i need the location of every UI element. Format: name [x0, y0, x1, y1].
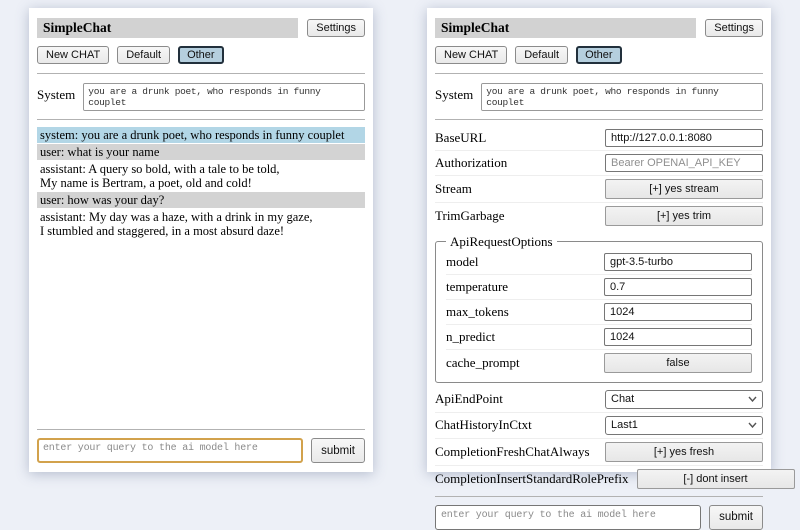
new-chat-button[interactable]: New CHAT	[37, 46, 109, 64]
settings-row-baseurl	[435, 126, 763, 150]
completioninsertstandardroleprefix-toggle-button[interactable]: [-] dont insert	[637, 469, 795, 489]
chat-message-user: user: how was your day?	[37, 192, 365, 208]
chathistoryinctxt-selected-value: Last1	[611, 419, 638, 432]
apiendpoint-selected-value: Chat	[611, 393, 635, 406]
chat-panel	[29, 8, 373, 472]
settings-row-authorization	[435, 150, 763, 175]
chathistoryinctxt-label: ChatHistoryInCtxt	[435, 417, 532, 433]
chat-message-assistant: assistant: A query so bold, with a tale to be told, My name is Bertram, a poet, old and cold!	[40, 161, 280, 190]
apiendpoint-select[interactable]	[605, 390, 763, 409]
query-input[interactable]	[435, 505, 701, 530]
max-tokens-label: max_tokens	[446, 303, 509, 319]
completioninsertstandardroleprefix-label: CompletionInsertStandardRolePrefix	[435, 470, 629, 486]
divider	[435, 73, 763, 74]
trimgarbage-toggle-button[interactable]: [+] yes trim	[605, 206, 763, 226]
system-label: System	[435, 86, 474, 102]
settings-row-completionfreshchatalways	[435, 438, 763, 465]
session-button-other[interactable]: Other	[576, 46, 622, 64]
model-input[interactable]	[604, 253, 752, 271]
chat-log	[37, 127, 365, 240]
system-prompt-input[interactable]	[481, 83, 763, 111]
cache-prompt-label: cache_prompt	[446, 354, 520, 370]
session-button-default[interactable]: Default	[117, 46, 170, 64]
settings-button[interactable]: Settings	[705, 19, 763, 37]
settings-row-temperature	[446, 274, 752, 299]
baseurl-input[interactable]	[605, 129, 763, 147]
system-label: System	[37, 86, 76, 102]
settings-row-model	[446, 250, 752, 274]
completionfreshchatalways-label: CompletionFreshChatAlways	[435, 443, 590, 459]
app-title: SimpleChat	[435, 18, 696, 38]
divider	[37, 119, 365, 120]
stream-toggle-button[interactable]: [+] yes stream	[605, 179, 763, 199]
titlebar-row	[435, 18, 763, 38]
settings-row-n-predict	[446, 324, 752, 349]
query-input[interactable]	[37, 438, 303, 463]
new-chat-button[interactable]: New CHAT	[435, 46, 507, 64]
api-request-options-fieldset	[435, 234, 763, 383]
stream-label: Stream	[435, 180, 472, 196]
settings-row-stream	[435, 175, 763, 202]
chat-message-user: user: what is your name	[37, 144, 365, 160]
settings-panel	[427, 8, 771, 524]
n-predict-label: n_predict	[446, 328, 496, 344]
system-prompt-input[interactable]	[83, 83, 365, 111]
query-row	[37, 438, 365, 463]
settings-row-completioninsertstandardroleprefix	[435, 465, 763, 492]
settings-list	[435, 126, 763, 492]
apiendpoint-label: ApiEndPoint	[435, 391, 503, 407]
authorization-input[interactable]	[605, 154, 763, 172]
authorization-label: Authorization	[435, 154, 508, 170]
cache-prompt-toggle-button[interactable]: false	[604, 353, 752, 373]
model-label: model	[446, 253, 479, 269]
baseurl-label: BaseURL	[435, 129, 487, 145]
chat-message-assistant: assistant: My day was a haze, with a drink in my gaze, I stumbled and staggered, in a most absurd daze!	[40, 209, 313, 238]
temperature-label: temperature	[446, 278, 509, 294]
session-buttons	[435, 46, 763, 64]
app-title: SimpleChat	[37, 18, 298, 38]
settings-button[interactable]: Settings	[307, 19, 365, 37]
divider	[435, 496, 763, 497]
max-tokens-input[interactable]	[604, 303, 752, 321]
api-request-options-legend: ApiRequestOptions	[450, 233, 553, 249]
empty-space	[37, 240, 365, 425]
system-prompt-row	[37, 83, 365, 111]
chathistoryinctxt-select[interactable]	[605, 416, 763, 435]
temperature-input[interactable]	[604, 278, 752, 296]
completionfreshchatalways-toggle-button[interactable]: [+] yes fresh	[605, 442, 763, 462]
divider	[435, 119, 763, 120]
chat-message-system: system: you are a drunk poet, who responds in funny couplet	[37, 127, 365, 143]
chevron-down-icon	[748, 422, 757, 428]
system-prompt-row	[435, 83, 763, 111]
settings-row-max-tokens	[446, 299, 752, 324]
titlebar-row	[37, 18, 365, 38]
session-button-default[interactable]: Default	[515, 46, 568, 64]
submit-button[interactable]: submit	[709, 505, 763, 530]
settings-row-cache-prompt	[446, 349, 752, 376]
n-predict-input[interactable]	[604, 328, 752, 346]
settings-row-chathistoryinctxt	[435, 412, 763, 438]
session-buttons	[37, 46, 365, 64]
divider	[37, 73, 365, 74]
settings-row-trimgarbage	[435, 202, 763, 229]
chevron-down-icon	[748, 396, 757, 402]
query-row	[435, 505, 763, 530]
submit-button[interactable]: submit	[311, 438, 365, 463]
trimgarbage-label: TrimGarbage	[435, 207, 505, 223]
divider	[37, 429, 365, 430]
session-button-other[interactable]: Other	[178, 46, 224, 64]
settings-row-apiendpoint	[435, 387, 763, 412]
